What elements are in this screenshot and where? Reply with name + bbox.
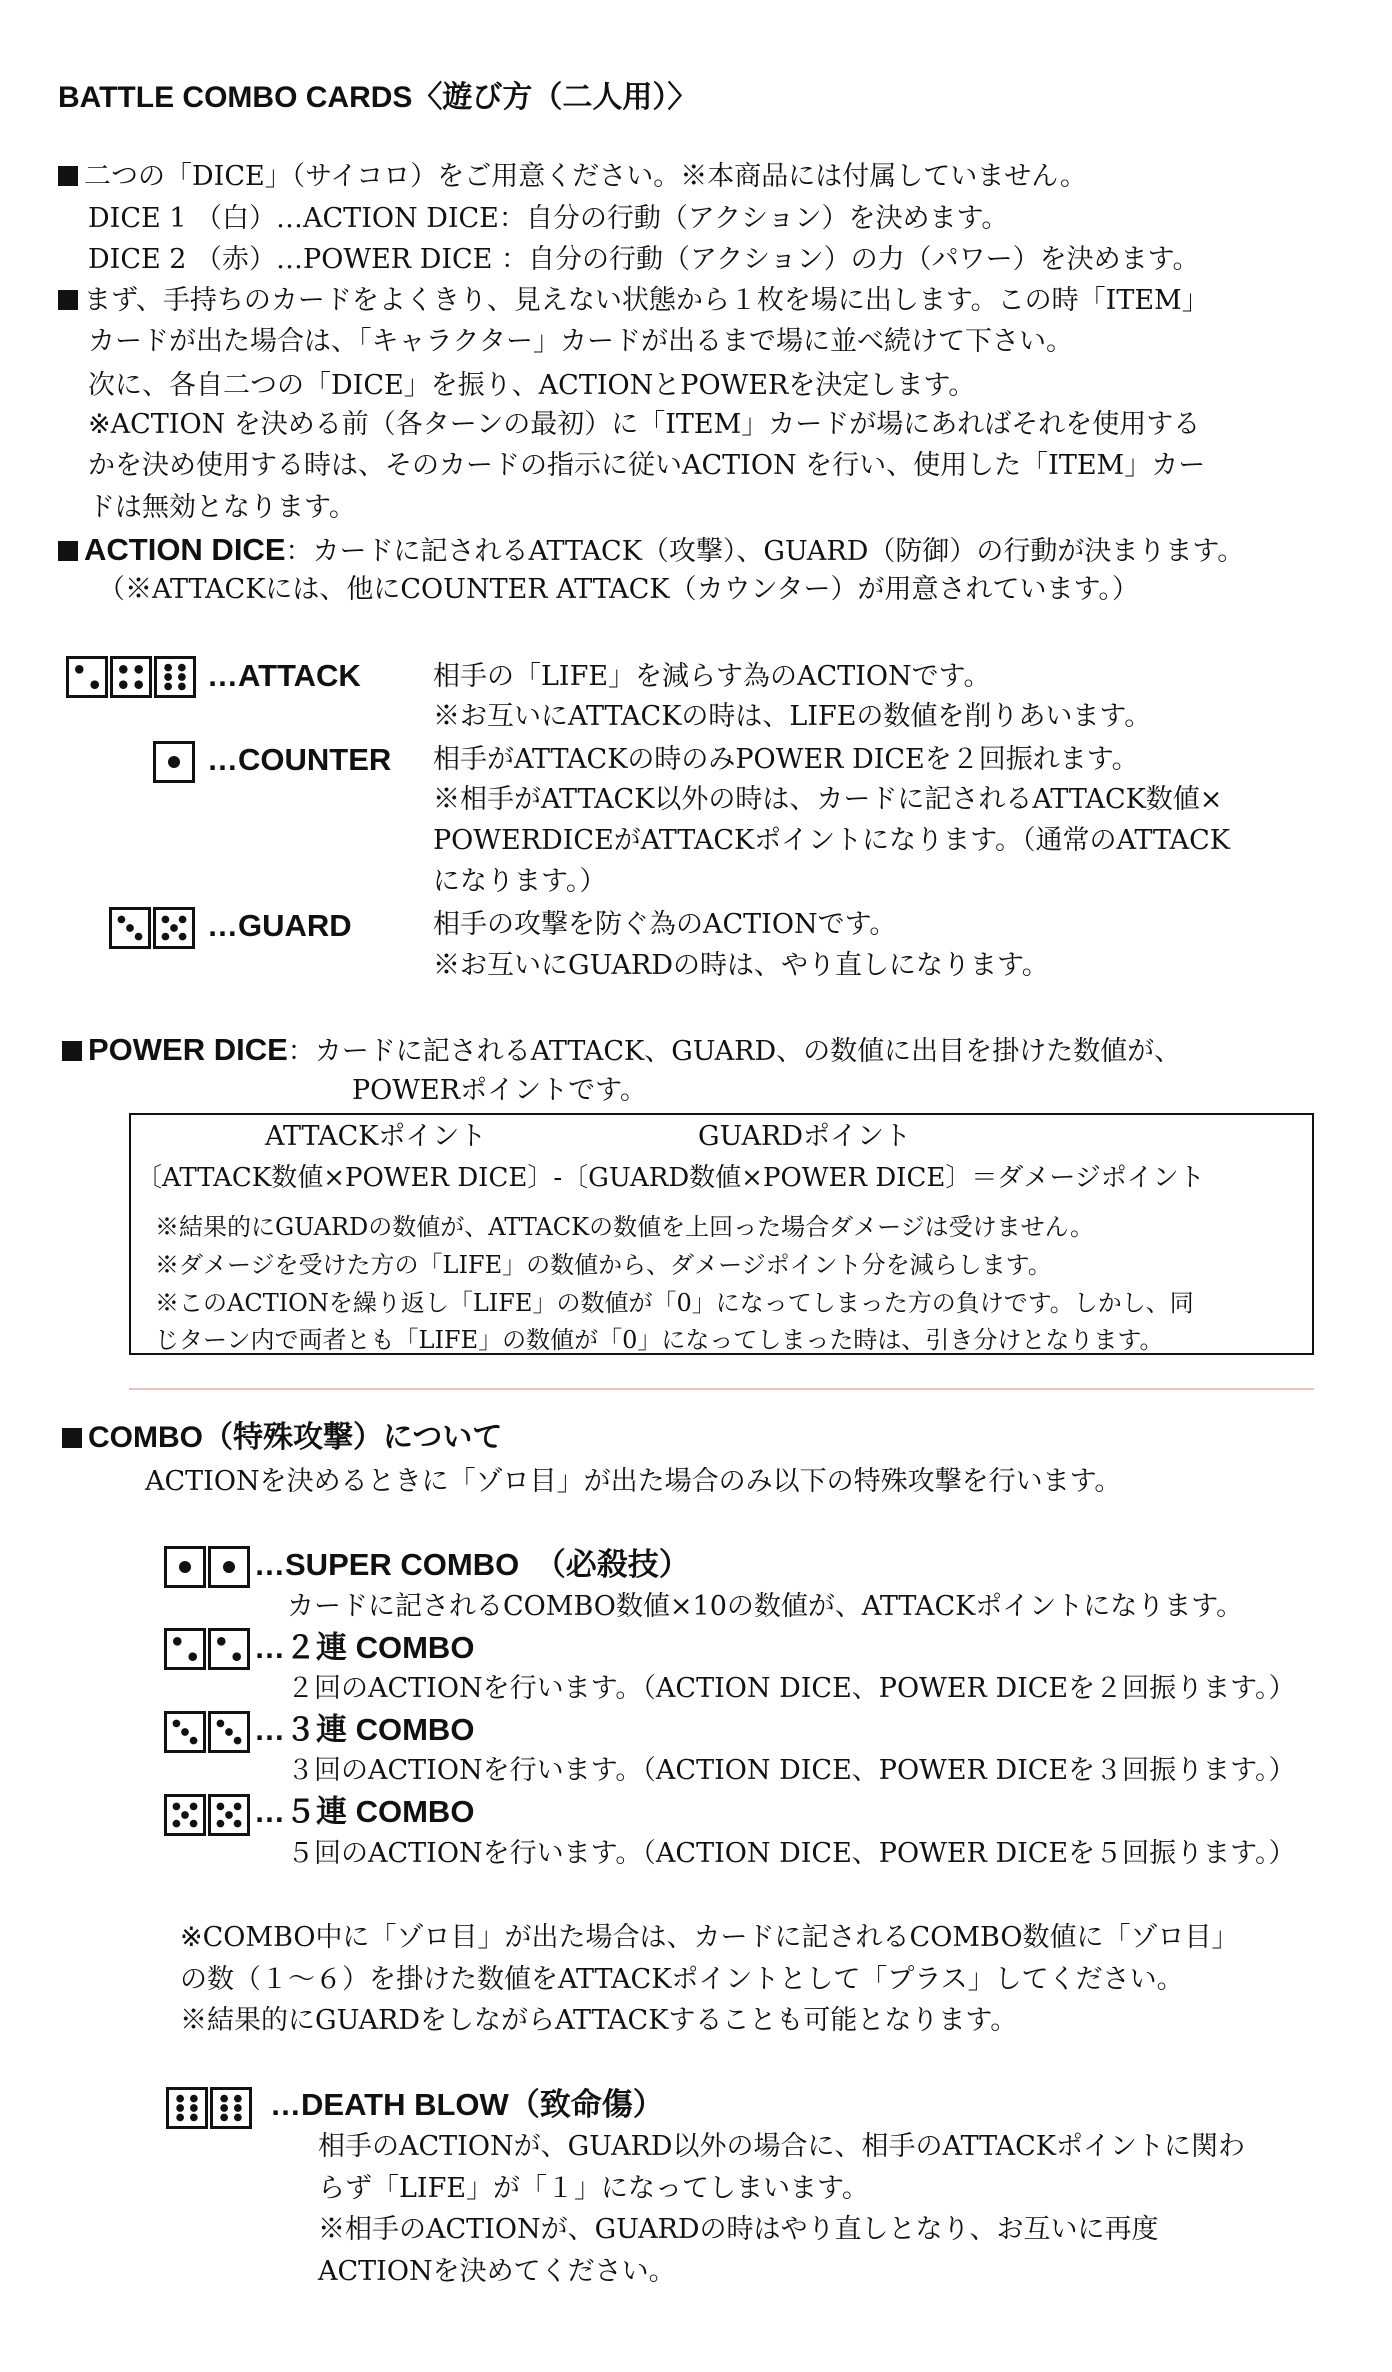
die-face-3-icon [164,1711,206,1753]
combo-intro: ACTIONを決めるときに「ゾロ目」が出た場合のみ以下の特殊攻撃を行います。 [145,1466,1122,1497]
action-dice-heading: ACTION DICE [84,532,286,567]
die-face-2-icon [208,1628,250,1670]
combo-3-dice [164,1711,250,1753]
die-face-1-icon [153,741,195,783]
die-face-2-icon [66,656,108,698]
combo-2-desc: ２回のACTIONを行います。（ACTION DICE、POWER DICEを２回振ります。） [287,1673,1296,1704]
combo-note-2: の数（１～６）を掛けた数値をATTACKポイントとして「プラス」してください。 [180,1964,1184,1995]
guard-desc-line-2: ※お互いにGUARDの時は、やり直しになります。 [433,950,1049,981]
box-note-4: じターン内で両者とも「LIFE」の数値が「0」になってしまった時は、引き分けとなります。 [155,1326,1164,1354]
intro-line-6: 次に、各自二つの「DICE」を振り、ACTIONとPOWERを決定します。 [88,370,976,401]
die-face-1-icon [164,1546,206,1588]
power-dice-line-2: POWERポイントです。 [352,1075,647,1106]
combo-5-label: …５連 COMBO [254,1794,475,1829]
combo-note-3: ※結果的にGUARDをしながらATTACKすることも可能となります。 [180,2005,1018,2036]
counter-desc-line-4: になります。） [433,866,607,897]
die-face-6-icon [166,2087,208,2129]
die-face-3-icon [109,907,151,949]
intro-line-7: ※ACTION を決める前（各ターンの最初）に「ITEM」カードが場にあればそれを使用する [88,409,1201,440]
bullet-square-icon [62,1428,82,1448]
death-blow-line-4: ACTIONを決めてください。 [318,2256,676,2287]
attack-desc-line-1: 相手の「LIFE」を減らす為のACTIONです。 [433,661,991,692]
death-blow-dice [166,2087,252,2129]
combo-3-label: …３連 COMBO [254,1712,475,1747]
bullet-square-icon [58,541,78,561]
counter-desc-line-2: ※相手がATTACK以外の時は、カードに記されるATTACK数値× [433,784,1223,815]
attack-dice-faces [66,656,196,698]
super-combo-desc: カードに記されるCOMBO数値×10の数値が、ATTACKポイントになります。 [287,1591,1244,1622]
intro-line-5: カードが出た場合は、「キャラクター」カードが出るまで場に並べ続けて下さい。 [88,326,1073,357]
die-face-1-icon [208,1546,250,1588]
intro-line-4: まず、手持ちのカードをよくきり、見えない状態から１枚を場に出します。この時「ITEM」 [58,281,1209,321]
die-face-2-icon [164,1628,206,1670]
die-face-3-icon [208,1711,250,1753]
box-note-3: ※このACTIONを繰り返し「LIFE」の数値が「0」になってしまった方の負けです。しかし、同 [155,1289,1194,1317]
action-dice-heading-line: ACTION DICE：カードに記されるATTACK（攻撃）、GUARD（防御）の行動が決まります。 [58,530,1244,572]
combo-heading: COMBO（特殊攻撃）について [88,1421,503,1454]
die-face-5-icon [153,907,195,949]
die-face-6-icon [210,2087,252,2129]
power-dice-heading-line: POWER DICE：カードに記されるATTACK、GUARD、の数値に出目を掛けた数値が、 [62,1030,1181,1072]
intro-line-1: 二つの「DICE」（サイコロ）をご用意ください。※本商品には付属していません。 [58,157,1087,197]
guard-point-label: GUARDポイント [698,1121,911,1152]
bullet-square-icon [58,166,78,186]
combo-5-desc: ５回のACTIONを行います。（ACTION DICE、POWER DICEを５回振ります。） [287,1838,1296,1869]
bullet-square-icon [62,1041,82,1061]
intro-line-2: DICE 1 （白）…ACTION DICE：自分の行動（アクション）を決めます。 [88,203,1009,234]
guard-desc-line-1: 相手の攻撃を防ぐ為のACTIONです。 [433,909,897,940]
death-blow-line-1: 相手のACTIONが、GUARD以外の場合に、相手のATTACKポイントに関わ [318,2131,1245,2162]
action-dice-note: （※ATTACKには、他にCOUNTER ATTACK（カウンター）が用意されています。） [98,574,1139,605]
intro-line-3: DICE 2 （赤）…POWER DICE ：自分の行動（アクション）の力（パワー）を決めます。 [88,244,1200,275]
divider [129,1388,1314,1390]
intro-line-8: かを決め使用する時は、そのカードの指示に従いACTION を行い、使用した「ITEM」カー [88,450,1206,481]
attack-desc-line-2: ※お互いにATTACKの時は、LIFEの数値を削りあいます。 [433,701,1152,732]
box-note-1: ※結果的にGUARDの数値が、ATTACKの数値を上回った場合ダメージは受けません。 [155,1213,1095,1241]
box-note-2: ※ダメージを受けた方の「LIFE」の数値から、ダメージポイント分を減らします。 [155,1251,1052,1279]
death-blow-line-2: らず「LIFE」が「１」になってしまいます。 [318,2173,869,2204]
die-face-5-icon [164,1794,206,1836]
die-face-6-icon [154,656,196,698]
guard-label: …GUARD [207,908,352,943]
damage-formula: 〔ATTACK数値×POWER DICE〕-〔GUARD数値×POWER DICE〕＝ダメージポイント [136,1163,1205,1193]
combo-2-dice [164,1628,250,1670]
power-dice-heading: POWER DICE [88,1032,288,1067]
death-blow-line-3: ※相手のACTIONが、GUARDの時はやり直しとなり、お互いに再度 [318,2214,1159,2245]
bullet-square-icon [58,290,78,310]
die-face-5-icon [208,1794,250,1836]
intro-line-9: ドは無効となります。 [88,492,356,523]
combo-heading-line [62,1418,502,1459]
death-blow-label: …DEATH BLOW（致命傷） [270,2087,664,2122]
combo-note-1: ※COMBO中に「ゾロ目」が出た場合は、カードに記されるCOMBO数値に「ゾロ目」 [180,1922,1239,1953]
combo-3-desc: ３回のACTIONを行います。（ACTION DICE、POWER DICEを３回振ります。） [287,1755,1296,1786]
attack-point-label: ATTACKポイント [265,1121,487,1152]
die-face-4-icon [110,656,152,698]
super-combo-dice [164,1546,250,1588]
attack-label: …ATTACK [207,658,361,693]
counter-label: …COUNTER [207,742,392,777]
combo-2-label: …２連 COMBO [254,1630,475,1665]
super-combo-label: …SUPER COMBO （必殺技） [254,1547,690,1582]
counter-desc-line-3: POWERDICEがATTACKポイントになります。（通常のATTACK [433,825,1230,856]
combo-5-dice [164,1794,250,1836]
guard-dice-faces [109,907,195,949]
page-title: BATTLE COMBO CARDS〈遊び方（二人用）〉 [58,81,698,114]
counter-desc-line-1: 相手がATTACKの時のみPOWER DICEを２回振れます。 [433,744,1139,775]
